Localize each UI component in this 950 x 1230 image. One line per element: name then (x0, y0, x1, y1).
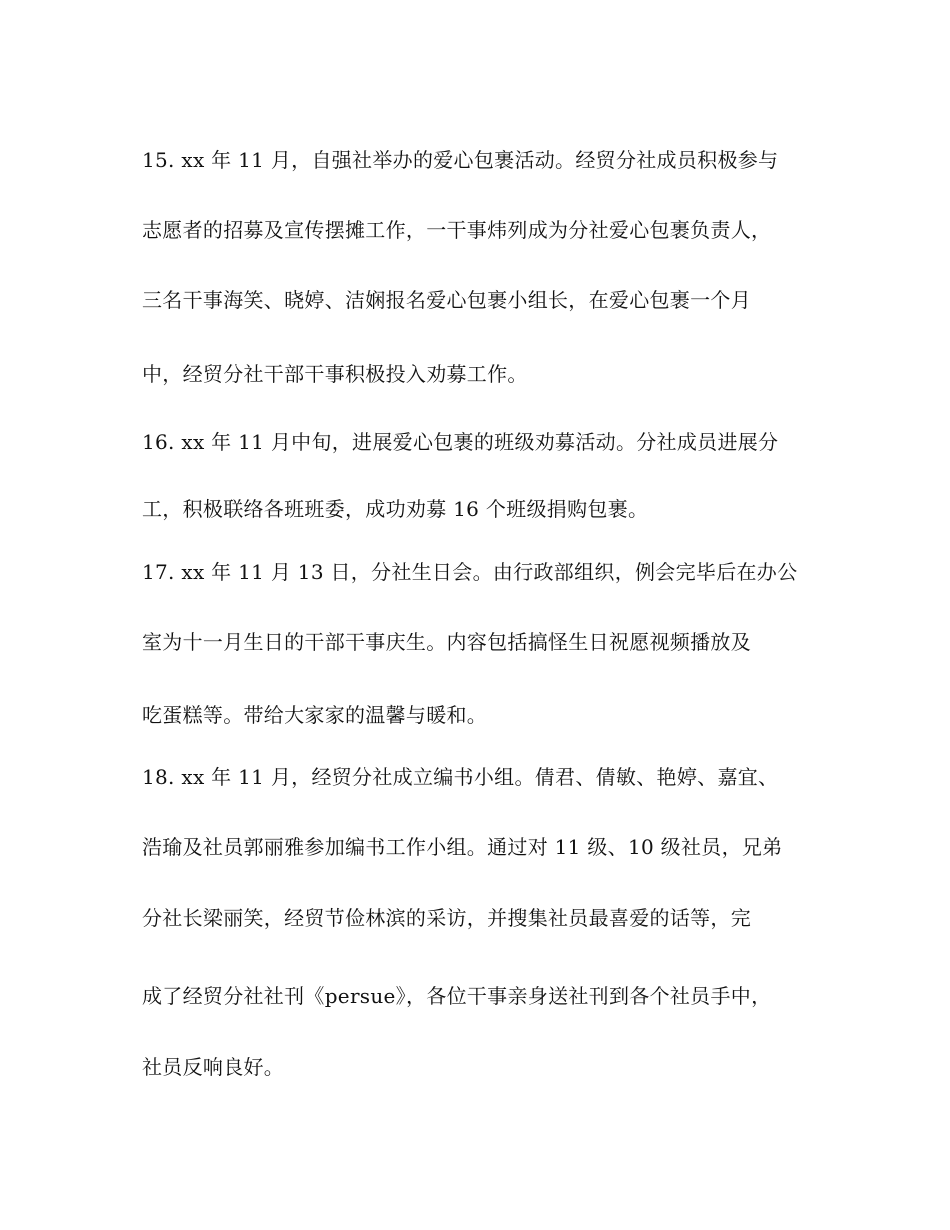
paragraph-18-line-2: 浩瑜及社员郭丽雅参加编书工作小组。通过对 11 级、10 级社员，兄弟 (142, 835, 783, 859)
paragraph-16-line-2: 工，积极联络各班班委，成功劝募 16 个班级捐购包裹。 (142, 497, 649, 521)
paragraph-17-line-2: 室为十一月生日的干部干事庆生。内容包括搞怪生日祝愿视频播放及 (142, 630, 751, 654)
paragraph-15-line-2: 志愿者的招募及宣传摆摊工作，一干事炜列成为分社爱心包裹负责人， (142, 218, 772, 242)
paragraph-18-line-1: 18. xx 年 11 月，经贸分社成立编书小组。倩君、倩敏、艳婷、嘉宜、 (142, 765, 779, 789)
paragraph-17-line-3: 吃蛋糕等。带给大家家的温馨与暖和。 (142, 703, 488, 727)
paragraph-15-line-4: 中，经贸分社干部干事积极投入劝募工作。 (142, 362, 528, 386)
paragraph-18-line-5: 社员反响良好。 (142, 1055, 285, 1079)
paragraph-15-line-1: 15. xx 年 11 月，自强社举办的爱心包裹活动。经贸分社成员积极参与 (142, 148, 779, 172)
paragraph-16-line-1: 16. xx 年 11 月中旬，进展爱心包裹的班级劝募活动。分社成员进展分 (142, 430, 779, 454)
paragraph-18-line-3: 分社长梁丽笑，经贸节俭林滨的采访，并搜集社员最喜爱的话等，完 (142, 906, 751, 930)
paragraph-18-line-4: 成了经贸分社社刊《persue》，各位干事亲身送社刊到各个社员手中， (142, 984, 772, 1008)
paragraph-15-line-3: 三名干事海笑、晓婷、洁娴报名爱心包裹小组长，在爱心包裹一个月 (142, 288, 751, 312)
paragraph-17-line-1: 17. xx 年 11 月 13 日，分社生日会。由行政部组织，例会完毕后在办公 (142, 560, 798, 584)
